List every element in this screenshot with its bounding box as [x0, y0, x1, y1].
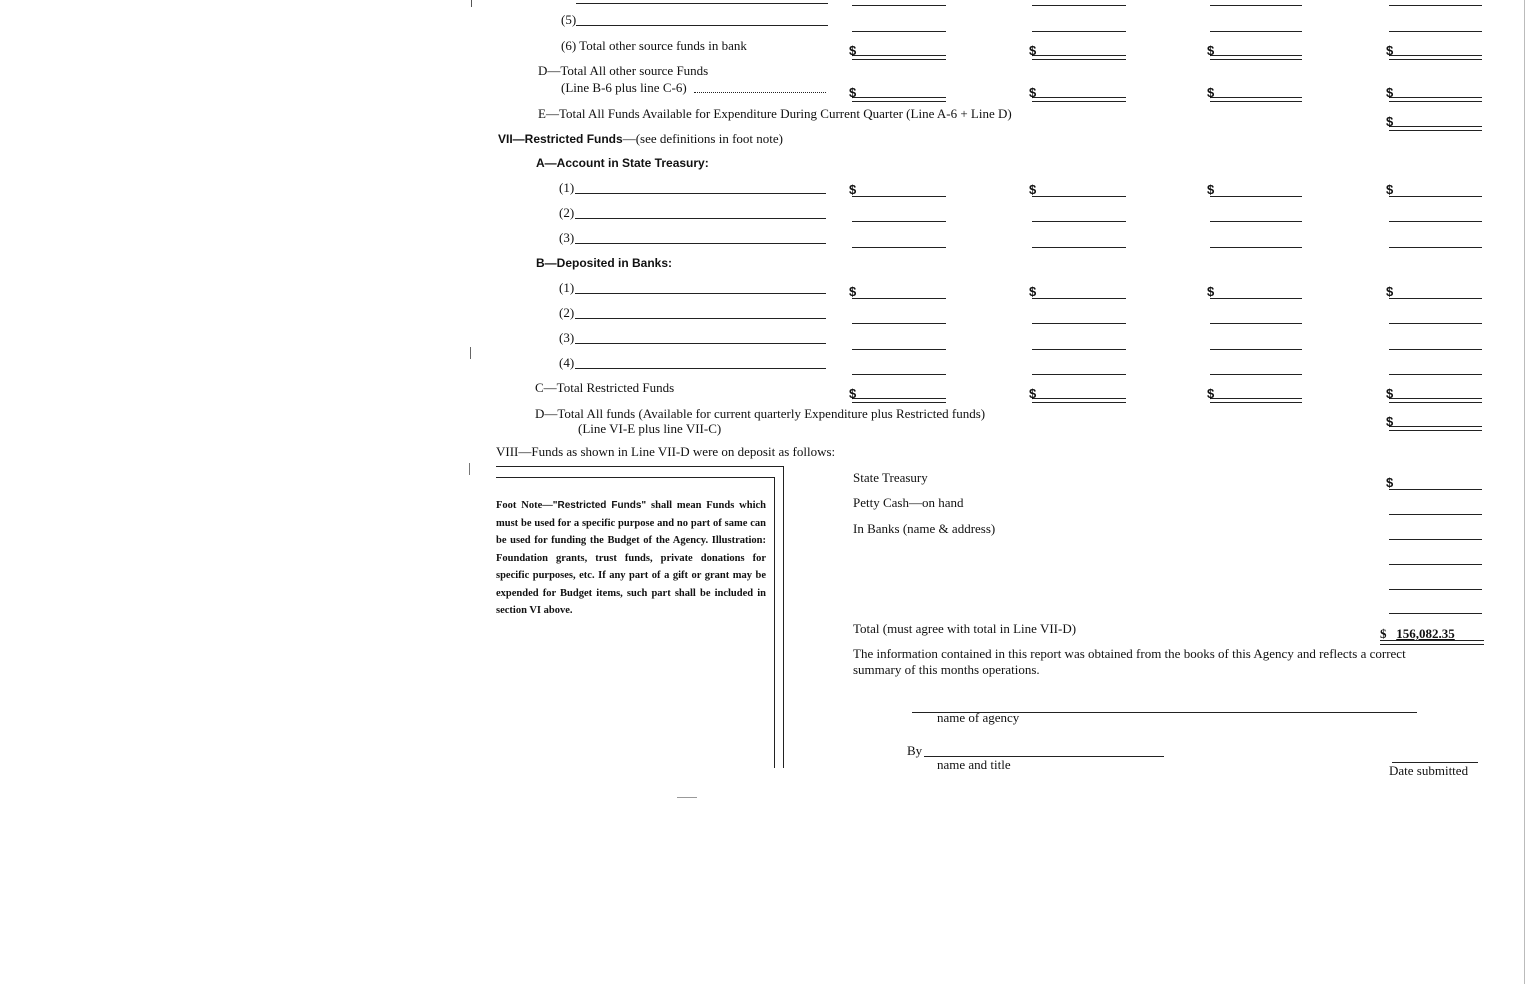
certification-statement-2: summary of this months operations. [853, 662, 1040, 677]
amount-field[interactable] [1389, 55, 1482, 60]
petty-cash-label: Petty Cash—on hand [853, 495, 964, 510]
dollar-sign: $ [1029, 43, 1037, 58]
vii-d-sublabel: (Line VI-E plus line VII-C) [578, 421, 722, 436]
dollar-sign: $ [849, 386, 857, 401]
amount-field[interactable] [1210, 323, 1302, 324]
amount-field[interactable] [1389, 564, 1482, 565]
amount-field[interactable] [1210, 55, 1302, 60]
amount-field[interactable] [852, 196, 946, 197]
agency-name-label: name of agency [937, 710, 1020, 725]
amount-field[interactable] [852, 5, 946, 6]
amount-field[interactable] [1389, 426, 1482, 431]
dollar-sign: $ [1386, 475, 1394, 490]
amount-field[interactable] [1389, 374, 1482, 375]
vii-b-item-3: (3) [559, 330, 575, 345]
amount-field[interactable] [1389, 221, 1482, 222]
dollar-sign: $ [1207, 85, 1215, 100]
amount-field[interactable] [1032, 31, 1126, 32]
dollar-sign: $ [1207, 182, 1215, 197]
amount-field[interactable] [1032, 247, 1126, 248]
vii-a-item-1: (1) [559, 180, 575, 195]
vii-a-item-3: (3) [559, 230, 575, 245]
amount-field[interactable] [1389, 539, 1482, 540]
dollar-sign: $ [849, 284, 857, 299]
amount-field[interactable] [1210, 5, 1302, 6]
vii-a-field-2[interactable] [575, 218, 826, 219]
amount-field[interactable] [1032, 196, 1126, 197]
amount-field[interactable] [1389, 489, 1482, 490]
amount-field[interactable] [1032, 298, 1126, 299]
amount-field[interactable] [1389, 514, 1482, 515]
vii-b-field-3[interactable] [575, 343, 826, 344]
amount-field[interactable] [852, 374, 946, 375]
line-4-field[interactable] [576, 3, 828, 4]
dollar-sign: $ [1207, 284, 1215, 299]
amount-field[interactable] [852, 247, 946, 248]
amount-field[interactable] [1389, 247, 1482, 248]
amount-field[interactable] [1210, 349, 1302, 350]
amount-field[interactable] [1389, 613, 1482, 614]
vii-b-heading: B—Deposited in Banks: [536, 256, 673, 270]
footnote-right-rule-outer [783, 466, 784, 768]
amount-field[interactable] [1389, 31, 1482, 32]
certification-statement: The information contained in this report was obtained from the books of this Agency and reflects a correct [853, 646, 1406, 661]
amount-field[interactable] [852, 398, 946, 403]
amount-field[interactable] [1032, 349, 1126, 350]
amount-field[interactable] [1032, 55, 1126, 60]
amount-field[interactable] [1389, 349, 1482, 350]
amount-field[interactable] [852, 55, 946, 60]
viii-heading: VIII—Funds as shown in Line VII-D were on deposit as follows: [496, 444, 836, 459]
amount-field[interactable] [1210, 97, 1302, 102]
amount-field[interactable] [1032, 398, 1126, 403]
amount-field[interactable] [1389, 398, 1482, 403]
vii-b-field-2[interactable] [575, 318, 826, 319]
vi-e-label: E—Total All Funds Available for Expenditure During Current Quarter (Line A-6 + Line D) [538, 106, 1012, 121]
right-edge-shadow [1524, 0, 1525, 984]
line-5-field[interactable] [576, 25, 828, 26]
vii-heading: VII—Restricted Funds—(see definitions in foot note) [498, 131, 783, 146]
left-margin-mark-2 [469, 463, 470, 475]
amount-field[interactable] [1032, 221, 1126, 222]
vii-b-field-1[interactable] [575, 293, 826, 294]
amount-field[interactable] [852, 349, 946, 350]
state-treasury-label: State Treasury [853, 470, 928, 485]
dollar-sign: $ [1386, 182, 1394, 197]
dollar-sign: $ [1386, 85, 1394, 100]
scan-dash [677, 797, 697, 798]
vii-a-item-2: (2) [559, 205, 575, 220]
amount-field[interactable] [1389, 589, 1482, 590]
footnote-top-rule-inner [496, 477, 774, 478]
total-amount-underline [1380, 640, 1484, 645]
line-5-label: (5) [561, 12, 577, 27]
vii-b-field-4[interactable] [575, 368, 826, 369]
dollar-sign: $ [1029, 386, 1037, 401]
amount-field[interactable] [1210, 398, 1302, 403]
amount-field[interactable] [1389, 323, 1482, 324]
amount-field[interactable] [1389, 126, 1482, 131]
date-submitted-label: Date submitted [1389, 763, 1469, 778]
vii-b-item-4: (4) [559, 355, 575, 370]
amount-field[interactable] [1389, 5, 1482, 6]
dollar-sign: $ [849, 85, 857, 100]
vi-d-leader [694, 92, 826, 93]
dollar-sign: $ [1386, 43, 1394, 58]
total-label: Total (must agree with total in Line VII-D) [853, 621, 1077, 636]
amount-field[interactable] [1032, 97, 1126, 102]
amount-field[interactable] [852, 97, 946, 102]
dollar-sign: $ [1029, 284, 1037, 299]
amount-field[interactable] [1032, 374, 1126, 375]
dollar-sign: $ [1386, 114, 1394, 129]
footnote-top-rule [496, 466, 784, 467]
amount-field[interactable] [1210, 374, 1302, 375]
in-banks-label: In Banks (name & address) [853, 521, 996, 536]
left-margin-mark [470, 347, 471, 359]
dollar-sign: $ [1386, 386, 1394, 401]
name-title-label: name and title [937, 757, 1011, 772]
dollar-sign: $ [1029, 85, 1037, 100]
dollar-sign: $ [849, 43, 857, 58]
amount-field[interactable] [852, 221, 946, 222]
by-label: By [907, 743, 923, 758]
amount-field[interactable] [1389, 298, 1482, 299]
amount-field[interactable] [1032, 5, 1126, 6]
dollar-sign: $ [1386, 414, 1394, 429]
amount-field[interactable] [852, 31, 946, 32]
total-amount: $ 156,082.35 [1380, 626, 1455, 641]
vii-a-field-1[interactable] [575, 193, 826, 194]
dollar-sign: $ [849, 182, 857, 197]
amount-field[interactable] [1210, 221, 1302, 222]
dollar-sign: $ [1386, 284, 1394, 299]
vi-d-sublabel: (Line B-6 plus line C-6) [561, 80, 687, 95]
amount-field[interactable] [1389, 97, 1482, 102]
footnote-right-rule [774, 477, 775, 768]
left-margin-mark-top [471, 0, 472, 7]
dollar-sign: $ [1207, 43, 1215, 58]
amount-field[interactable] [852, 323, 946, 324]
amount-field[interactable] [1210, 298, 1302, 299]
vi-d-label: D—Total All other source Funds [538, 63, 709, 78]
amount-field[interactable] [1210, 31, 1302, 32]
dollar-sign: $ [1207, 386, 1215, 401]
vii-d-label: D—Total All funds (Available for current quarterly Expenditure plus Restricted funds) [535, 406, 986, 421]
vii-a-heading: A—Account in State Treasury: [536, 156, 709, 170]
amount-field[interactable] [1210, 247, 1302, 248]
amount-field[interactable] [852, 298, 946, 299]
line-6-label: (6) Total other source funds in bank [561, 38, 747, 53]
amount-field[interactable] [1210, 196, 1302, 197]
vii-b-item-2: (2) [559, 305, 575, 320]
vii-b-item-1: (1) [559, 280, 575, 295]
vii-c-label: C—Total Restricted Funds [535, 380, 675, 395]
amount-field[interactable] [1389, 196, 1482, 197]
amount-field[interactable] [1032, 323, 1126, 324]
footnote-text: Foot Note—"Restricted Funds" shall mean Funds which must be used for a specific purpose and no part of same can be used for funding the Budget of the Agency. Illustration: Foundation grants, trust funds, private donations for specific purposes, etc. If any part of a gift or grant may be expended for Budget items, such part shall be included in section VI above. [496, 500, 766, 616]
vii-a-field-3[interactable] [575, 243, 826, 244]
dollar-sign: $ [1029, 182, 1037, 197]
